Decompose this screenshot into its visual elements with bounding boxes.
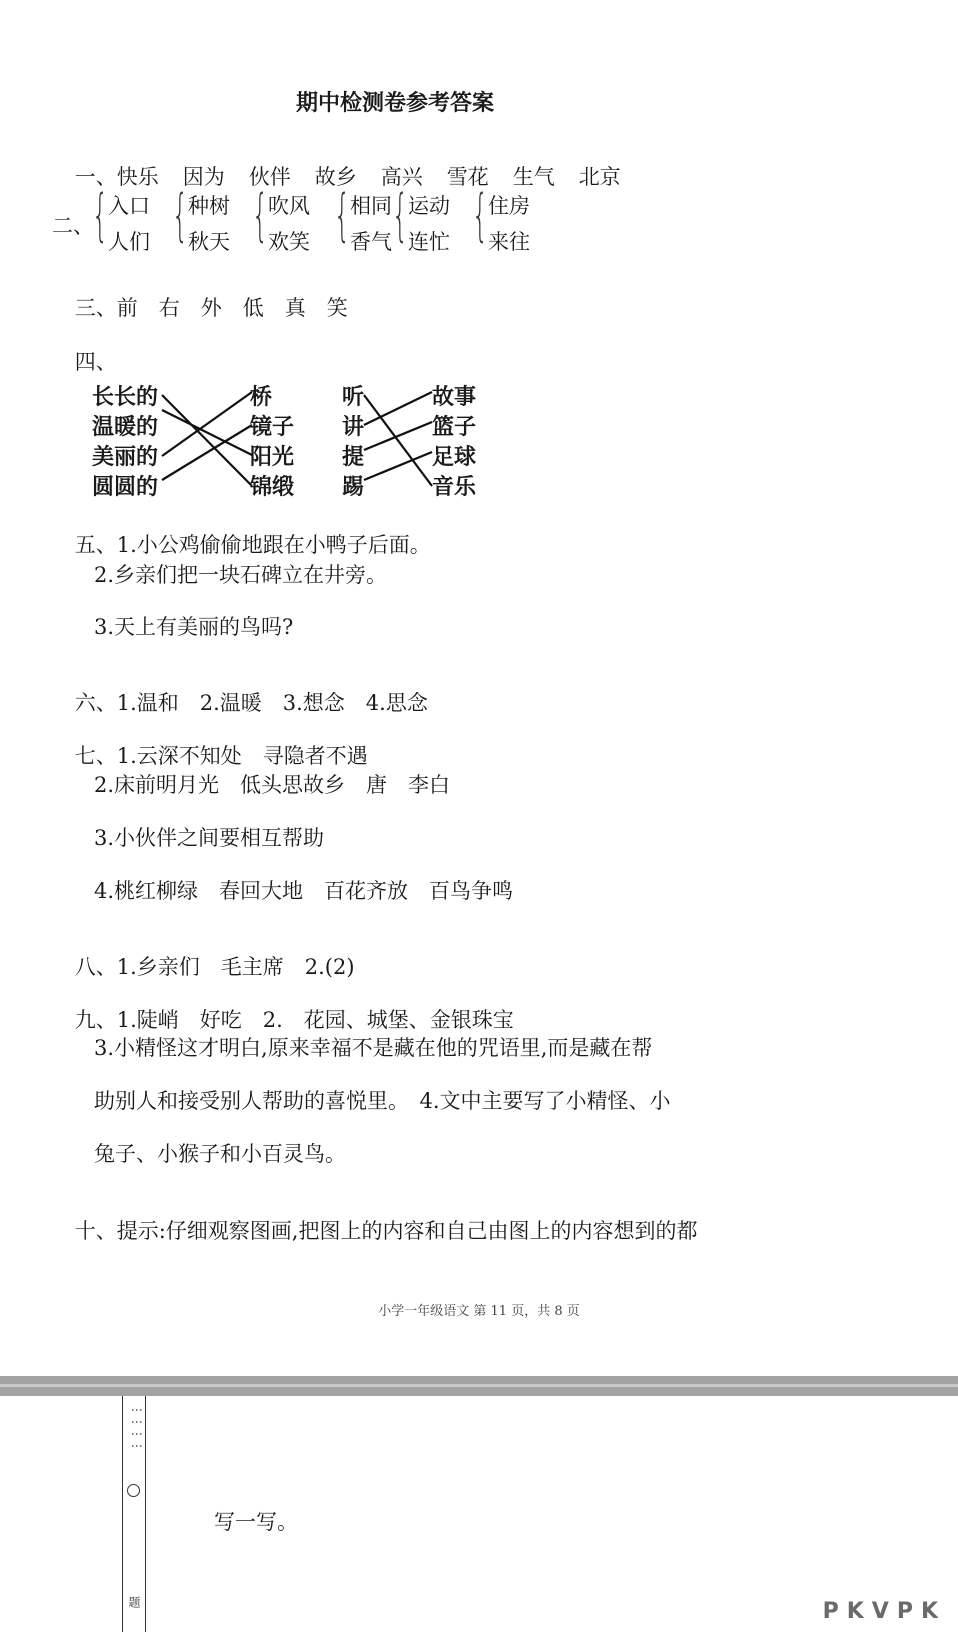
answer-word: 雪花 (446, 165, 489, 189)
answer-item: 2.乡亲们把一块石碑立在井旁。 (94, 563, 388, 587)
section-label: 八、 (74, 955, 117, 979)
match-word-mid: 镜子 (250, 415, 295, 440)
answer-word: 故乡 (314, 165, 357, 189)
answer-item: 助别人和接受别人帮助的喜悦里。 4.文中主要写了小精怪、小 (94, 1089, 671, 1113)
match-word-right: 音乐 (432, 475, 477, 500)
page-divider (0, 1376, 958, 1396)
answer-item: 兔子、小猴子和小百灵鸟。 (94, 1142, 346, 1166)
match-word-left: 温暖的 (92, 415, 159, 440)
section-6-text: 1.温和 2.温暖 3.想念 4.思念 (116, 691, 428, 715)
matching-exercise (92, 380, 512, 505)
match-word-verbs: 听 (342, 385, 365, 410)
section-label: 五、 (74, 533, 117, 557)
link-line (162, 392, 252, 456)
section-label: 四、 (74, 350, 117, 374)
brace-icon: { (392, 183, 409, 248)
write-prompt: 写一写。 (214, 1510, 298, 1534)
section-label: 六、 (74, 691, 117, 715)
match-word-right: 故事 (432, 385, 477, 410)
section-label: 三、 (74, 296, 117, 320)
match-word-verbs: 讲 (342, 415, 365, 440)
binding-hole-icon (127, 1484, 140, 1497)
section-label: 九、 (74, 1008, 117, 1032)
page-footer: 小学一年级语文 第 11 页，共 8 页 (378, 1304, 580, 1319)
answer-word: 生气 (512, 165, 555, 189)
match-word-mid: 阳光 (250, 445, 295, 470)
binding-dots: ⋮⋮⋮⋮ (130, 1404, 144, 1452)
next-page (0, 1396, 958, 1632)
answer-word: 北京 (578, 165, 621, 189)
pair-word-top: 入口 (108, 194, 150, 218)
match-word-verbs: 踢 (342, 475, 365, 500)
pair-word-top: 吹风 (268, 194, 310, 218)
pair-word-bottom: 连忙 (408, 230, 450, 254)
section-10-text: 提示:仔细观察图画,把图上的内容和自己由图上的内容想到的都 (116, 1219, 698, 1243)
link-line (364, 422, 432, 450)
answer-item: 2.床前明月光 低头思故乡 唐 李白 (94, 773, 451, 797)
brace-icon: { (334, 183, 351, 248)
pair-word-top: 住房 (488, 194, 530, 218)
match-word-verbs: 提 (342, 445, 365, 470)
brace-icon: { (472, 183, 489, 248)
answer-item: 1.陡峭 好吃 2. 花园、城堡、金银珠宝 (116, 1008, 514, 1032)
match-word-left: 圆圆的 (92, 475, 159, 500)
section-10 (48, 1191, 697, 1269)
answer-item: 3.天上有美丽的鸟吗? (94, 615, 294, 639)
pair-word-bottom: 人们 (108, 230, 150, 254)
binding-char: 题 (127, 1596, 141, 1608)
answer-word: 因为 (182, 165, 225, 189)
pair-word-top: 相同 (350, 194, 392, 218)
watermark-logo: PKVPK (822, 1599, 946, 1624)
answer-item: 4.桃红柳绿 春回大地 百花齐放 百鸟争鸣 (94, 879, 514, 903)
link-line (364, 452, 432, 480)
section-1-words (117, 165, 645, 189)
answer-item: 1.小公鸡偷偷地跟在小鸭子后面。 (116, 533, 431, 557)
section-8-text: 1.乡亲们 毛主席 2.(2) (116, 955, 355, 979)
answer-item: 1.云深不知处 寻隐者不遇 (116, 744, 368, 768)
pair-word-bottom: 来往 (488, 230, 530, 254)
section-label: 十、 (74, 1219, 117, 1243)
pair-word-bottom: 欢笑 (268, 230, 310, 254)
match-word-right: 足球 (432, 445, 477, 470)
pair-word-bottom: 秋天 (188, 230, 230, 254)
answer-item: 3.小伙伴之间要相互帮助 (94, 826, 325, 850)
brace-icon: { (172, 183, 189, 248)
section-3-text: 前 右 外 低 真 笑 (116, 296, 348, 320)
section-label: 七、 (74, 744, 117, 768)
pair-word-top: 运动 (408, 194, 450, 218)
answer-word: 快乐 (116, 165, 159, 189)
pair-word-top: 种树 (188, 194, 230, 218)
brace-icon: { (252, 183, 269, 248)
match-word-mid: 锦缎 (250, 475, 295, 500)
answer-item: 3.小精怪这才明白,原来幸福不是藏在他的咒语里,而是藏在帮 (94, 1036, 653, 1060)
match-word-left: 美丽的 (92, 445, 159, 470)
pair-word-bottom: 香气 (350, 230, 392, 254)
page-title: 期中检测卷参考答案 (295, 91, 494, 116)
match-word-right: 篮子 (432, 415, 477, 440)
match-word-left: 长长的 (92, 385, 159, 410)
section-label: 二、 (52, 214, 94, 238)
answer-word: 伙伴 (248, 165, 291, 189)
match-word-mid: 桥 (250, 385, 273, 410)
brace-icon: { (92, 183, 109, 248)
section-label: 一、 (74, 165, 117, 189)
binding-margin (122, 1396, 146, 1632)
answer-word: 高兴 (380, 165, 423, 189)
